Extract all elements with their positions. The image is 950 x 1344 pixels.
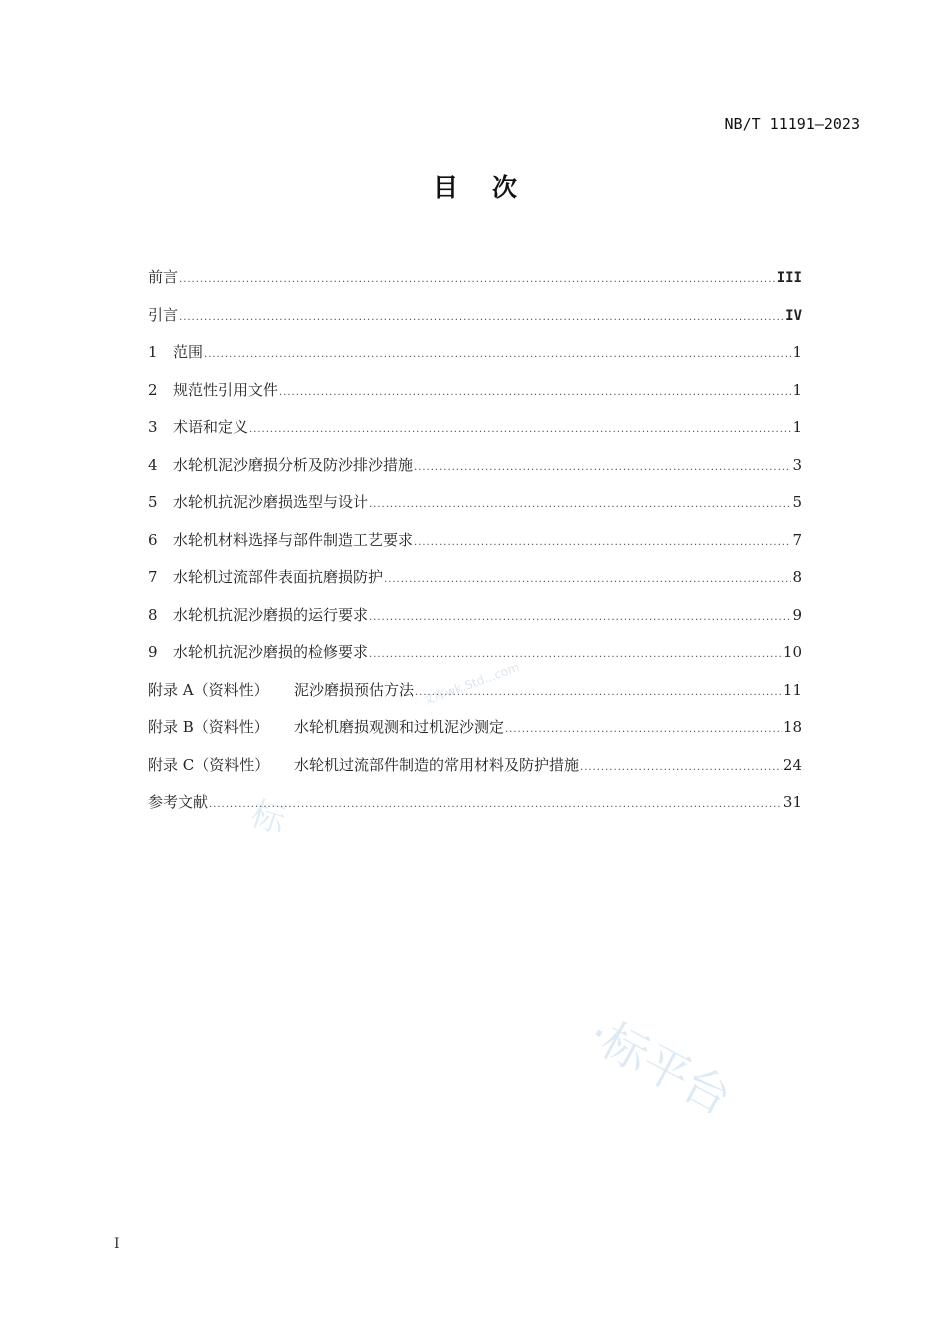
toc-leader-dots [415,687,782,698]
toc-leader-dots [414,462,791,473]
toc-entry[interactable] [148,266,802,304]
toc-entry-number: 7 [148,568,158,586]
toc-entry-number: 9 [148,643,158,661]
toc-page-number: 3 [792,455,802,474]
toc-appendix-title: 水轮机过流部件制造的常用材料及防护措施 [294,755,580,774]
toc-leader-dots [209,799,782,810]
toc-page-number: 1 [792,380,802,399]
page-number: I [114,1236,120,1252]
toc-page-number: 7 [792,530,802,549]
toc-entry-label: 水轮机抗泥沙磨损的运行要求 [173,605,369,624]
toc-entry-label: 参考文献 [148,793,209,811]
toc-leader-dots [369,499,791,510]
page-title: 目次 [432,173,551,202]
toc-page-number: 5 [792,493,802,511]
toc-entry-label: 水轮机抗泥沙磨损选型与设计 [173,493,369,511]
toc-entry-label: 水轮机泥沙磨损分析及防沙排沙措施 [173,455,414,474]
toc-page-number: 11 [782,680,802,699]
toc-entry-label: 引言 [148,305,179,324]
toc-page-number: 8 [792,568,802,586]
toc-entry[interactable] [148,529,802,567]
toc-entry[interactable] [148,491,802,529]
toc-appendix-title: 水轮机磨损观测和过机泥沙测定 [294,718,505,736]
toc-leader-dots [505,724,782,735]
toc-entry[interactable] [148,379,802,417]
watermark-text: ·标平台 [579,1005,740,1126]
toc-leader-dots [249,424,791,435]
toc-entry[interactable] [148,566,802,604]
toc-appendix-prefix: 附录 A（资料性） [148,680,269,699]
toc-entry-number: 1 [148,343,158,361]
toc-leader-dots [204,349,791,360]
toc-entry[interactable] [148,454,802,492]
toc-entry[interactable] [148,716,802,754]
toc-leader-dots [179,274,776,285]
toc-entry[interactable] [148,791,802,829]
toc-entry[interactable] [148,304,802,342]
toc-entry[interactable] [148,416,802,454]
toc-leader-dots [580,762,782,773]
toc-entry-number: 5 [148,493,158,511]
toc-entry-label: 水轮机材料选择与部件制造工艺要求 [173,530,414,549]
toc-leader-dots [369,612,791,623]
watermark-text: 文库wk.Std...com [420,660,522,708]
toc-leader-dots [414,537,791,548]
toc-entry-label: 水轮机过流部件表面抗磨损防护 [173,568,384,586]
toc-appendix-prefix: 附录 C（资料性） [148,755,270,774]
toc-page-number: 24 [782,755,802,774]
document-code: NB/T 11191—2023 [724,115,860,133]
toc-entry-number: 6 [148,530,158,549]
table-of-contents [148,266,802,829]
toc-page-number: IV [785,307,802,324]
toc-entry-label [148,716,504,737]
toc-entry[interactable] [148,679,802,717]
toc-leader-dots [179,312,784,323]
toc-entry-label [148,679,414,700]
toc-entry-number: 8 [148,605,158,624]
toc-entry[interactable] [148,604,802,642]
toc-entry-label: 术语和定义 [173,418,249,436]
toc-page-number: 9 [792,605,802,624]
toc-leader-dots [279,387,791,398]
toc-page-number: III [776,270,802,286]
toc-page-number: 1 [792,418,802,436]
toc-appendix-prefix: 附录 B（资料性） [148,718,269,736]
toc-entry[interactable] [148,754,802,792]
toc-leader-dots [369,649,782,660]
toc-page-number: 10 [782,643,802,661]
toc-page-number: 18 [782,718,802,736]
toc-entry[interactable] [148,641,802,679]
toc-entry[interactable] [148,341,802,379]
toc-page-number: 1 [792,343,802,361]
toc-appendix-title: 泥沙磨损预估方法 [294,680,415,699]
toc-entry-label [148,754,579,775]
toc-leader-dots [384,574,791,585]
toc-entry-label: 规范性引用文件 [173,380,279,399]
toc-entry-number: 3 [148,418,158,436]
toc-entry-label: 前言 [148,268,179,286]
toc-entry-label: 范围 [173,343,204,361]
toc-entry-number: 2 [148,380,158,399]
toc-entry-number: 4 [148,455,158,474]
toc-page-number: 31 [782,793,802,811]
watermark-text: 标 [245,793,291,843]
toc-entry-label: 水轮机抗泥沙磨损的检修要求 [173,643,369,661]
